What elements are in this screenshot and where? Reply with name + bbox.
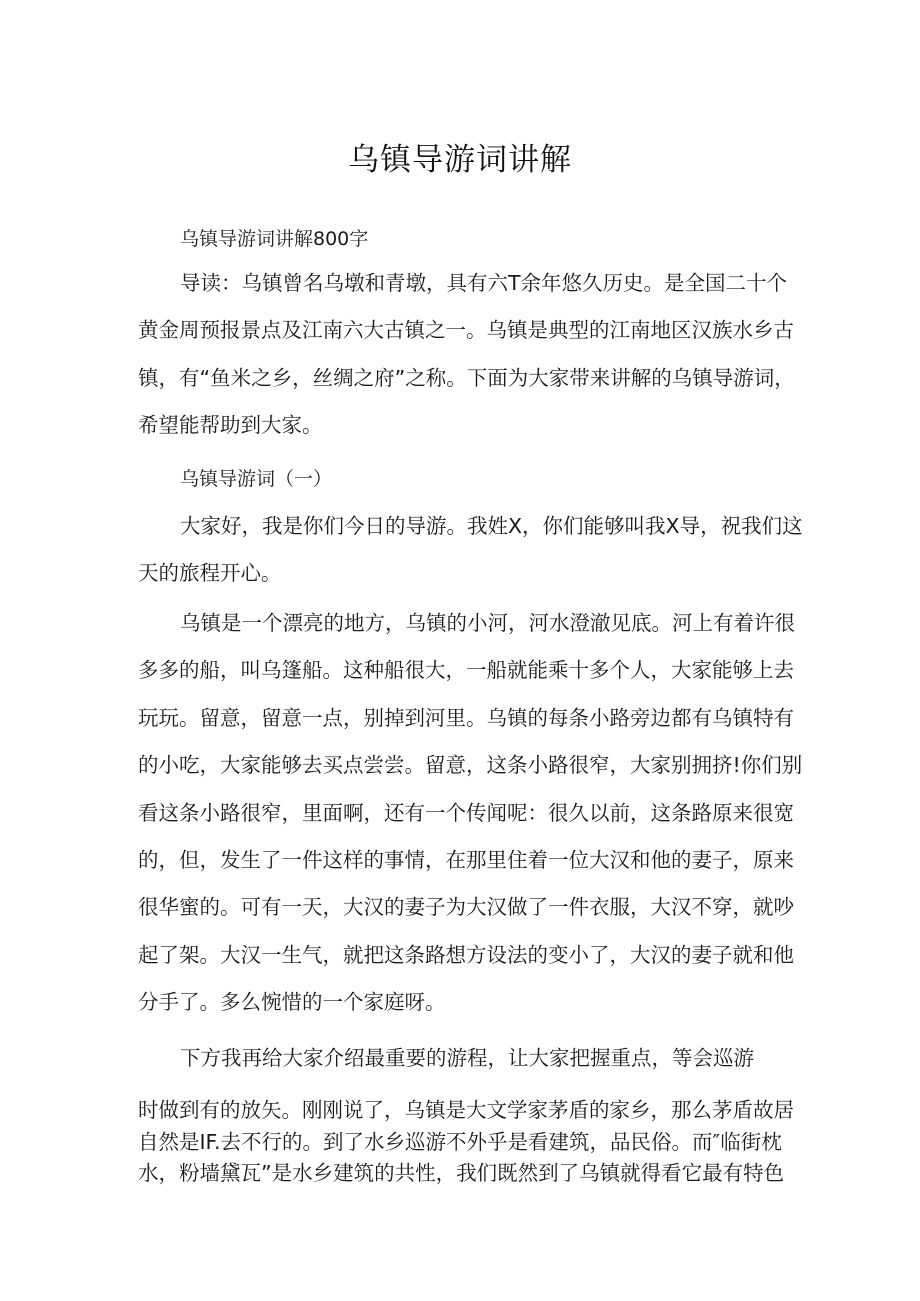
closing-first-line: [138, 1035, 784, 1082]
paragraph-line: 黄金周预报景点及江南六大古镇之一。乌镇是典型的江南地区汉族水乡古: [138, 318, 794, 343]
paragraph-line: 下方我再给大家介绍最重要的游程，让大家把握重点，等会巡游: [180, 1046, 754, 1070]
paragraph-line: 看这条小路很窄，里面啊，还有一个传闻呢：很久以前，这条路原来很宽: [138, 800, 794, 825]
paragraph-line: 玩玩。留意，留意一点，别掉到河里。乌镇的每条小路旁边都有乌镇特有: [138, 705, 794, 730]
paragraph-line: 很华蜜的。可有一天，大汉的妻子为大汉做了一件衣服，大汉不穿，就吵: [138, 895, 794, 920]
paragraph-line: 起了架。大汉一生气，就把这条路想方设法的变小了，大汉的妻子就和他: [138, 942, 794, 967]
paragraph-line: 天的旅程开心。: [138, 561, 282, 586]
paragraph-line: 的，但，发生了一件这样的事情，在那里住着一位大汉和他的妻子，原来: [138, 848, 794, 873]
paragraph-line: 多多的船，叫乌篷船。这种船很大，一船就能乘十多个人，大家能够上去: [138, 658, 794, 683]
paragraph-line: 自然是IF.去不行的。到了水乡巡游不外乎是看建筑，品民俗。而″临街枕: [138, 1129, 782, 1154]
paragraph-line: 乌镇是一个漂亮的地方，乌镇的小河，河水澄澈见底。河上有着许很: [180, 611, 795, 635]
paragraph-line: 大家好，我是你们今日的导游。我姓X，你们能够叫我X导，祝我们这: [180, 514, 803, 538]
document-title: 乌镇导游词讲解: [348, 142, 572, 178]
paragraph-line: 时做到有的放矢。刚刚说了，乌镇是大文学家茅盾的家乡，那么茅盾故居: [138, 1098, 794, 1122]
section-heading: [138, 464, 784, 491]
paragraph-line: 希望能帮助到大家。: [138, 413, 323, 438]
paragraph-line: 镇，有“鱼米之乡，丝绸之府”之称。下面为大家带来讲解的乌镇导游词，: [138, 365, 795, 390]
paragraph-line: 的小吃，大家能够去买点尝尝。留意，这条小路很窄，大家别拥挤!你们别: [138, 753, 803, 778]
subtitle-text: 乌镇导游词讲解800字: [180, 228, 369, 250]
paragraph-line: 水，粉墙黛瓦”是水乡建筑的共性，我们既然到了乌镇就得看它最有特色: [138, 1161, 785, 1185]
intro-paragraph: [138, 260, 795, 450]
section-heading-text: 乌镇导游词（一）: [180, 468, 333, 490]
paragraph-line: 导读：乌镇曾名乌墩和青墩，具有六T余年悠久历史。是全国二十个: [180, 271, 788, 295]
closing-paragraph: [138, 1095, 794, 1190]
subtitle: [138, 224, 784, 251]
greeting-paragraph: [138, 503, 803, 598]
story-paragraph: [138, 600, 803, 1027]
paragraph-line: 分手了。多么惋惜的一个家庭呀。: [138, 990, 446, 1015]
